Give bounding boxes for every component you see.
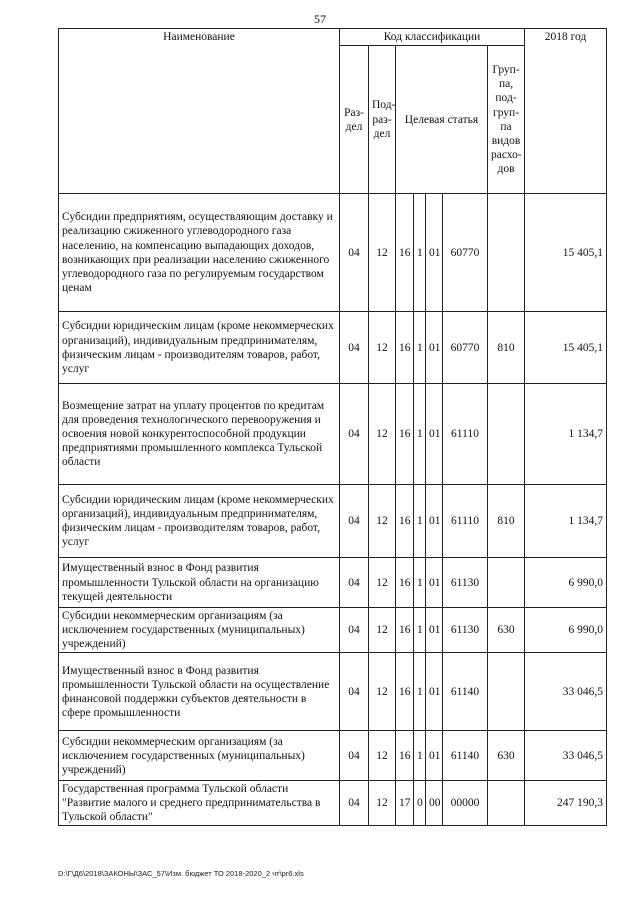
header-target-article: Целевая статья: [396, 46, 488, 194]
table-row: [59, 653, 607, 731]
row-name: Субсидии юридическим лицам (кроме некоммерческих организаций), индивидуальным предпринимателям, физическим лицам - производителям товаров, работ, услуг: [59, 312, 340, 384]
row-target-direction: 61130: [443, 608, 488, 653]
row-subsection: 12: [369, 558, 396, 608]
header-code-group: Код классификации: [340, 29, 525, 46]
row-target-event: 00: [426, 781, 443, 826]
row-target-subprogram: 1: [414, 731, 426, 781]
header-section: Раз-дел: [340, 46, 369, 194]
row-target-subprogram: 1: [414, 558, 426, 608]
header-name: Наименование: [59, 29, 340, 194]
table-row: [59, 312, 607, 384]
row-target-event: 01: [426, 731, 443, 781]
row-target-program: 16: [396, 731, 414, 781]
row-target-subprogram: 1: [414, 384, 426, 485]
row-section: 04: [340, 731, 369, 781]
row-amount: 33 046,5: [525, 731, 607, 781]
header-expense-group: Груп-па, под-груп-па видов расхо-дов: [488, 46, 525, 194]
row-amount: 1 134,7: [525, 485, 607, 558]
row-name: Имущественный взнос в Фонд развития промышленности Тульской области на организацию текущей деятельности: [59, 558, 340, 608]
row-expense-group: 810: [488, 485, 525, 558]
row-target-program: 17: [396, 781, 414, 826]
row-target-direction: 61140: [443, 653, 488, 731]
row-amount: 15 405,1: [525, 194, 607, 312]
row-target-event: 01: [426, 558, 443, 608]
table-row: [59, 608, 607, 653]
row-subsection: 12: [369, 312, 396, 384]
row-name: Имущественный взнос в Фонд развития промышленности Тульской области на осуществление финансовой поддержки субъектов деятельности в сфере промышленности: [59, 653, 340, 731]
row-target-event: 01: [426, 653, 443, 731]
header-subsection: Под-раз-дел: [369, 46, 396, 194]
file-path-footer: D:\Г\Д6\2018\ЗАКОНЫ\ЗАС_57\Изм. бюджет ТО 2018-2020_2 чт\pr6.xls: [58, 869, 304, 878]
row-amount: 6 990,0: [525, 608, 607, 653]
row-subsection: 12: [369, 485, 396, 558]
table-row: [59, 558, 607, 608]
table-row: [59, 384, 607, 485]
row-target-program: 16: [396, 312, 414, 384]
row-target-subprogram: 1: [414, 485, 426, 558]
row-name: Государственная программа Тульской области "Развитие малого и среднего предпринимательства в Тульской области": [59, 781, 340, 826]
table-row: [59, 194, 607, 312]
row-subsection: 12: [369, 731, 396, 781]
row-section: 04: [340, 781, 369, 826]
row-expense-group: [488, 781, 525, 826]
row-target-direction: 61110: [443, 384, 488, 485]
row-target-direction: 00000: [443, 781, 488, 826]
row-name: Субсидии некоммерческим организациям (за исключением государственных (муниципальных) учреждений): [59, 608, 340, 653]
row-subsection: 12: [369, 653, 396, 731]
row-target-subprogram: 1: [414, 312, 426, 384]
row-subsection: 12: [369, 781, 396, 826]
row-subsection: 12: [369, 608, 396, 653]
row-name: Субсидии предприятиям, осуществляющим доставку и реализацию сжиженного углеводородного газа населению, на компенсацию выпадающих доходов, возникающих при реализации населению сжиженного углеводородного газа по регулируемым государством ценам: [59, 194, 340, 312]
row-target-program: 16: [396, 194, 414, 312]
row-expense-group: [488, 384, 525, 485]
row-name: Возмещение затрат на уплату процентов по кредитам для проведения технологического перевооружения и освоения новой конкурентоспособной продукции предприятиями промышленного комплекса Тульской области: [59, 384, 340, 485]
row-expense-group: 810: [488, 312, 525, 384]
row-expense-group: [488, 653, 525, 731]
row-target-event: 01: [426, 485, 443, 558]
row-target-direction: 60770: [443, 194, 488, 312]
row-target-subprogram: 0: [414, 781, 426, 826]
table-row: [59, 731, 607, 781]
row-expense-group: 630: [488, 731, 525, 781]
row-target-event: 01: [426, 608, 443, 653]
row-expense-group: [488, 558, 525, 608]
row-amount: 33 046,5: [525, 653, 607, 731]
row-section: 04: [340, 384, 369, 485]
row-section: 04: [340, 653, 369, 731]
row-target-program: 16: [396, 485, 414, 558]
row-section: 04: [340, 558, 369, 608]
row-target-event: 01: [426, 194, 443, 312]
row-target-direction: 60770: [443, 312, 488, 384]
row-subsection: 12: [369, 194, 396, 312]
header-year: 2018 год: [525, 29, 607, 194]
row-expense-group: [488, 194, 525, 312]
row-amount: 1 134,7: [525, 384, 607, 485]
budget-table: [58, 28, 607, 826]
row-amount: 247 190,3: [525, 781, 607, 826]
row-target-program: 16: [396, 653, 414, 731]
table-row: [59, 781, 607, 826]
row-target-program: 16: [396, 558, 414, 608]
row-target-program: 16: [396, 384, 414, 485]
row-target-subprogram: 1: [414, 653, 426, 731]
row-section: 04: [340, 608, 369, 653]
row-section: 04: [340, 485, 369, 558]
row-target-direction: 61140: [443, 731, 488, 781]
row-name: Субсидии юридическим лицам (кроме некоммерческих организаций), индивидуальным предпринимателям, физическим лицам - производителям товаров, работ, услуг: [59, 485, 340, 558]
row-target-event: 01: [426, 384, 443, 485]
row-expense-group: 630: [488, 608, 525, 653]
row-amount: 6 990,0: [525, 558, 607, 608]
row-name: Субсидии некоммерческим организациям (за исключением государственных (муниципальных) учреждений): [59, 731, 340, 781]
row-section: 04: [340, 312, 369, 384]
table-row: [59, 485, 607, 558]
row-subsection: 12: [369, 384, 396, 485]
row-target-direction: 61110: [443, 485, 488, 558]
row-target-event: 01: [426, 312, 443, 384]
row-target-subprogram: 1: [414, 608, 426, 653]
row-amount: 15 405,1: [525, 312, 607, 384]
row-target-subprogram: 1: [414, 194, 426, 312]
row-target-program: 16: [396, 608, 414, 653]
row-section: 04: [340, 194, 369, 312]
row-target-direction: 61130: [443, 558, 488, 608]
page-number: 57: [314, 12, 326, 26]
